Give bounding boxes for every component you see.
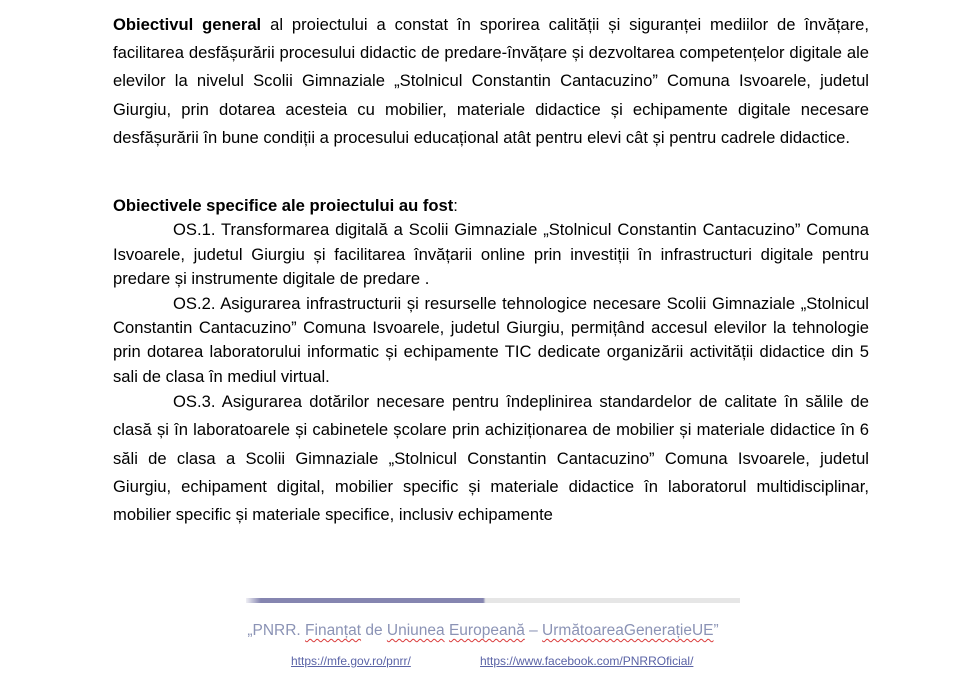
general-objective-label: Obiectivul general <box>113 15 262 34</box>
mfe-link[interactable]: https://mfe.gov.ro/pnrr/ <box>291 654 411 668</box>
footer-title-segment: Europeană <box>448 622 525 639</box>
facebook-link[interactable]: https://www.facebook.com/PNRROficial/ <box>480 654 694 668</box>
specific-objectives-heading <box>113 194 869 218</box>
general-objective-paragraph <box>113 11 869 152</box>
footer-title-segment: Uniunea <box>386 622 445 639</box>
footer-title-segment: „PNRR. <box>247 622 306 639</box>
footer-title-segment: – <box>524 622 543 639</box>
footer-title-segment: Finanțat <box>305 622 362 639</box>
objective-os1: OS.1. Transformarea digitală a Scolii Gimnaziale „Stolnicul Constantin Cantacuzino” Comuna Isvoarele, judetul Giurgiu și facilitarea învățarii online prin investiții în infrastructuri digitale pentru predare și instrumente digitale de predare . <box>113 220 869 289</box>
footer-title-segment: de <box>361 622 387 639</box>
footer-title-segment: ” <box>713 622 719 639</box>
objective-os3: OS.3. Asigurarea dotărilor necesare pentru îndeplinirea standardelor de calitate în sălile de clasă și în laboratoarele și cabinetele școlare prin achiziționarea de mobilier și materiale didactice în 6 săli de clasa a Scolii Gimnaziale „Stolnicul Constantin Cantacuzino” Comuna Isvoarele, judetul Giurgiu, echipament digital, mobilier specific și materiale didactice în laboratorul multidisciplinar, mobilier specific și materiale specifice, inclusiv echipamente <box>113 392 869 525</box>
footer-funding-title <box>0 622 966 640</box>
footer-title-segment: UrmătoareaGenerațieUE <box>542 622 714 639</box>
footer-link-mfe-wrapper <box>291 654 411 668</box>
footer-link-facebook-wrapper <box>480 654 693 668</box>
specific-objectives-colon: : <box>453 196 458 215</box>
specific-objectives-label: Obiectivele specifice ale proiectului au fost <box>113 196 454 215</box>
footer-divider-bar <box>246 598 740 603</box>
general-objective-text: al proiectului a constat în sporirea calității și siguranței mediilor de învățare, facilitarea desfășurării procesului didactic de predare-învățare și dezvoltarea competențelor digitale ale elevilor la nivelul Scolii Gimnaziale „Stolnicul Constantin Cantacuzino” Comuna Isvoarele, judetul Giurgiu, prin dotarea acesteia cu mobilier, materiale didactice și echipamente digitale necesare desfășurării în bune condiții a procesului educațional atât pentru elevi cât și pentru cadrele didactice. <box>113 15 870 147</box>
specific-objectives-section <box>113 194 869 389</box>
objective-os3-block <box>113 388 869 529</box>
objective-os2: OS.2. Asigurarea infrastructurii și resurselle tehnologice necesare Scolii Gimnaziale „Stolnicul Constantin Cantacuzino” Comuna Isvoarele, judetul Giurgiu, permițând accesul elevilor la tehnologie prin dotarea laboratorului informatic și echipamente TIC dedicate organizării activității didactice din 5 sali de clasa în mediul virtual. <box>113 293 869 386</box>
